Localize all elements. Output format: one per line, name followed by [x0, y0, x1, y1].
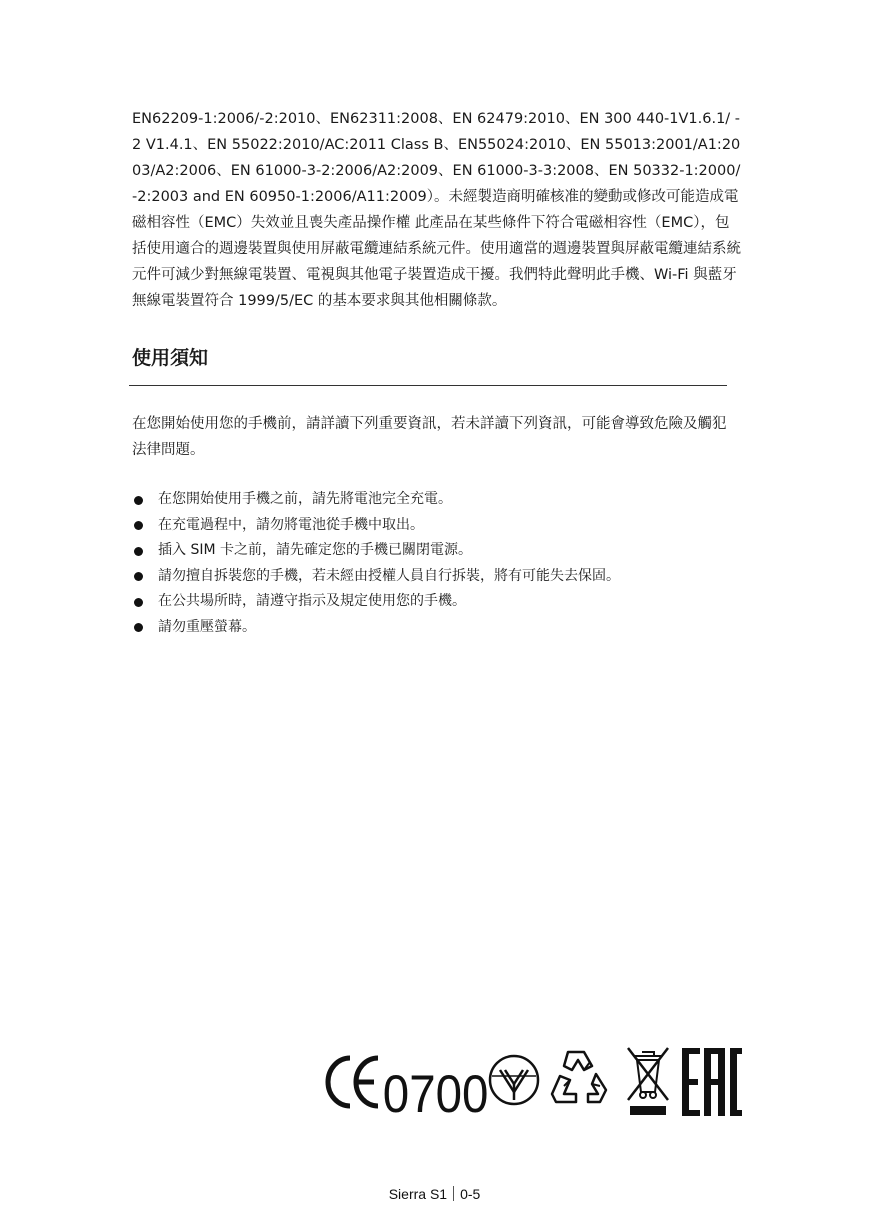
bullet-icon — [134, 521, 143, 530]
certification-marks — [322, 1040, 742, 1124]
eac-mark-icon — [682, 1048, 742, 1116]
weee-crossed-bin-icon — [628, 1048, 668, 1115]
compliance-paragraph: EN62209-1:2006/-2:2010、EN62311:2008、EN 62479:2010、EN 300 440-1V1.6.1/ -2 V1.4.1、EN 55022:2010/AC:2011 Class B、EN55024:2010、EN 55013:2001/A1:2003/A2:2006、EN 61000-3-2:2006/A2:2009、EN 61000-3-3:2008、EN 50332-1:2000/-2:2003 and EN 60950-1:2006/A11:2009）。未經製造商明確核准的變動或修改可能造成電磁相容性（EMC）失效並且喪失產品操作權 此產品在某些條件下符合電磁相容性（EMC），包括使用適合的週邊裝置與使用屏蔽電纜連結系統元件。使用適當的週邊裝置與屏蔽電纜連結系統元件可減少對無線電裝置、電視與其他電子裝置造成干擾。我們特此聲明此手機、Wi-Fi 與藍牙無線電裝置符合 1999/5/EC 的基本要求與其他相關條款。 — [132, 111, 741, 309]
bullet-icon — [134, 623, 143, 632]
gost-certification-icon — [490, 1056, 538, 1104]
list-item: 在您開始使用手機之前，請先將電池完全充電。 — [132, 487, 620, 513]
bullet-icon — [134, 572, 143, 581]
list-item: 請勿擅自拆裝您的手機，若未經由授權人員自行拆裝，將有可能失去保固。 — [132, 564, 620, 590]
footer-separator — [453, 1186, 454, 1201]
section-divider — [129, 385, 727, 386]
recycle-icon — [552, 1052, 606, 1102]
section-intro: 在您開始使用您的手機前，請詳讀下列重要資訊，若未詳讀下列資訊，可能會導致危險及觸犯法律問題。 — [132, 416, 727, 458]
bullet-icon — [134, 598, 143, 607]
ce-number: 0700 — [382, 1063, 489, 1124]
section-title: 使用須知 — [132, 347, 209, 369]
ce-mark-icon — [328, 1058, 378, 1106]
page-footer — [0, 1186, 869, 1202]
footer-page-number: 0-5 — [460, 1186, 481, 1202]
list-item: 在公共場所時，請遵守指示及規定使用您的手機。 — [132, 589, 620, 615]
bullet-icon — [134, 496, 143, 505]
footer-product: Sierra S1 — [388, 1186, 448, 1202]
list-item: 請勿重壓螢幕。 — [132, 615, 620, 641]
list-item: 在充電過程中，請勿將電池從手機中取出。 — [132, 513, 620, 539]
bullet-icon — [134, 547, 143, 556]
notice-list — [132, 487, 620, 640]
list-item: 插入 SIM 卡之前，請先確定您的手機已關閉電源。 — [132, 538, 620, 564]
